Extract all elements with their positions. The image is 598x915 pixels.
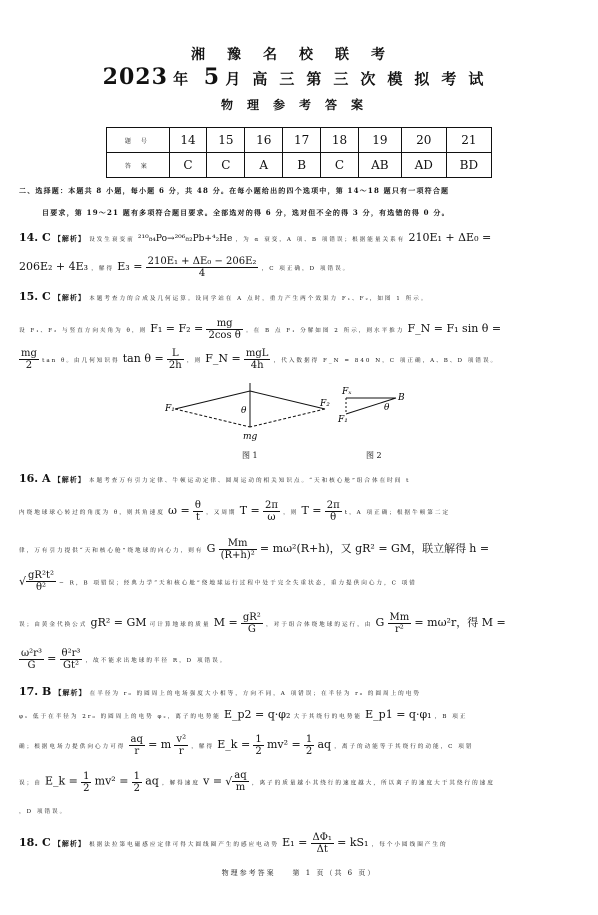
row-label-answer: 答 案 — [107, 153, 170, 178]
q16-line3 — [19, 538, 579, 561]
q17-number: 17. B — [19, 685, 52, 698]
q14-formula: ²¹⁰₈₄Po→²⁰⁶₈₂Pb+⁴₂He — [137, 234, 233, 244]
q17-fraction — [304, 734, 314, 757]
q16-text: 可计算地球的质量 — [149, 622, 211, 628]
q17-text: 在半径为 r₀ 的圆周上的电场强度大小相等，方向不同，A 项错误；在半径为 r₀ 的圆周上的电势 — [89, 691, 421, 697]
q16-formula: = — [47, 652, 57, 665]
q14-fraction — [146, 256, 259, 279]
question-number-cell: 15 — [207, 128, 245, 153]
fraction-numerator: 1 — [305, 734, 313, 745]
answer-cell: C — [169, 153, 207, 178]
q17-sqrt: √ $\frac{aq}{m}$ — [225, 770, 247, 793]
force-f2-arrow — [250, 391, 325, 409]
q16-text: ，则 — [283, 510, 299, 516]
fraction-numerator: aq — [234, 770, 247, 781]
q16-line5 — [19, 612, 579, 635]
q16-text: 误；由黄金代换公式 — [19, 622, 88, 628]
footer-page-number: 第 1 页（共 6 页） — [292, 869, 377, 877]
question-number-cell: 16 — [245, 128, 283, 153]
answer-cell: AD — [401, 153, 446, 178]
section-instructions-line1: 二、选择题：本题共 8 小题，每小题 6 分，共 48 分。在每小题给出的四个选项中，第 14～18 题只有一项符合题 — [19, 186, 450, 195]
q16-text: 内绕地球球心转过的角度为 θ，则其角速度 — [19, 510, 165, 516]
fig2-label-fx: Fₓ — [342, 387, 352, 397]
exam-title — [0, 64, 598, 90]
footer-doc-name: 物理参考答案 — [221, 869, 276, 877]
fraction-numerator: θ²r³ — [61, 648, 81, 659]
q15-text: tan θ。由几何知识得 — [42, 358, 120, 364]
answer-cell: B — [283, 153, 321, 178]
q15-text: 。在 B 点 F₁ 分解如图 2 所示，则水平推力 — [245, 328, 405, 334]
answer-cell: AB — [358, 153, 401, 178]
fraction-denominator: 2 — [255, 746, 262, 757]
q15-text: 本题考查力的合成及几何运算。设同学站在 A 点时，重力产生两个效果力 F₁、F₂，如图 1 所示。 — [89, 296, 429, 302]
fraction-denominator: Gt² — [62, 660, 79, 671]
q15-fraction — [167, 348, 184, 371]
q16-line1 — [19, 472, 579, 485]
exam-month: 5 — [203, 64, 221, 90]
fraction-numerator: L — [167, 348, 184, 360]
q16-line2 — [19, 500, 579, 523]
q17-formula: aq — [317, 738, 332, 751]
q16-line4 — [19, 570, 579, 593]
q15-fraction — [206, 318, 242, 341]
q17-text: ，离子的动能等于其绕行的动能，C 项错 — [334, 744, 474, 750]
fig1-label-mg: mg — [243, 432, 258, 442]
fraction-denominator: r — [134, 746, 140, 757]
q16-formula: T = — [239, 504, 260, 517]
fraction-denominator: θ² — [35, 582, 47, 593]
fig1-label-f1: F₁ — [165, 404, 175, 414]
fraction-numerator: mgL — [245, 348, 269, 359]
dashed-guide — [250, 409, 325, 427]
q17-text: ，D 项错误。 — [19, 809, 68, 815]
q16-formula: G — [375, 616, 385, 629]
fraction-denominator: θ — [330, 512, 337, 523]
fraction-denominator: 4 — [198, 268, 206, 279]
answer-table-answer-row — [107, 153, 492, 178]
document-title: 物理参考答案 — [220, 98, 377, 112]
q18-formula: = kS₁ — [337, 836, 369, 849]
q16-formula: ω = — [168, 504, 190, 517]
q16-formula: G — [206, 542, 216, 555]
q17-formula: v = — [203, 774, 223, 788]
fraction-denominator: 2h — [168, 360, 182, 371]
q15-analysis-tag: 【解析】 — [53, 293, 86, 302]
fraction-numerator: 1 — [255, 734, 262, 745]
q14-text: ，C 项正确，D 项错误。 — [261, 266, 351, 272]
q16-fraction — [241, 612, 263, 635]
q15-formula: F₁ = F₂ = — [150, 322, 204, 335]
fraction-numerator: 2π — [264, 500, 278, 511]
q17-formula: E_k = — [217, 738, 251, 751]
figure-1-caption: 图 1 — [242, 451, 258, 460]
q18-number: 18. C — [19, 836, 51, 849]
q15-formula: tan θ = — [122, 352, 164, 365]
q14-line2 — [19, 256, 579, 279]
q16-fraction — [219, 538, 257, 561]
fig2-label-f1: F₁ — [338, 415, 348, 425]
fraction-denominator: Δt — [316, 844, 328, 855]
exam-year: 2023 — [102, 64, 168, 90]
fraction-numerator: ω²r³ — [21, 648, 42, 659]
q16-fraction — [388, 612, 412, 635]
exam-title-rest: 月高三第三次模拟考试 — [225, 70, 496, 88]
fraction-denominator: ω — [267, 512, 276, 523]
q14-formula: 206E₂ + 4E₃ — [19, 260, 89, 273]
q14-text: 设发生衰变前 — [89, 237, 135, 243]
q16-formula: = mω²r，得 M = — [414, 616, 506, 629]
q17-fraction — [129, 734, 145, 757]
fraction-numerator: ΔΦ₁ — [312, 832, 332, 843]
force-f1-arrow — [175, 391, 250, 409]
q17-formula: mv² = — [266, 738, 301, 751]
fig2-label-b: B — [398, 393, 405, 403]
q17-text: φ₁ 低于在半径为 2r₀ 的圆周上的电势 φ₂，离子的电势能 — [19, 714, 221, 720]
q17-formula: mv² = — [94, 774, 129, 788]
q14-text: ，解得 — [91, 266, 115, 272]
q16-sqrt: √ $\frac{\text{gR²t²}}{\text{θ²}}$ — [19, 570, 54, 593]
fraction-numerator: mg — [206, 318, 242, 330]
q16-formula: T = — [301, 504, 322, 517]
fraction-numerator: mg — [21, 348, 37, 359]
q16-formula: gR² = GM — [90, 616, 147, 629]
q16-text: − R，B 项错误；经典力学“天和核心舱”绕地球运行过程中处于完全失重状态，重力提供向心力，C 项错 — [59, 580, 417, 587]
fraction-denominator: t — [195, 512, 200, 523]
fraction-numerator: gR² — [242, 612, 261, 623]
q17-formula: = m — [148, 738, 172, 751]
q17-fraction — [253, 734, 263, 757]
answer-cell: BD — [446, 153, 491, 178]
q15-line3 — [19, 348, 579, 371]
q18-analysis-tag: 【解析】 — [53, 839, 86, 848]
fraction-denominator: G — [27, 660, 36, 671]
fraction-denominator: r² — [394, 624, 404, 635]
q17-line3 — [19, 734, 579, 757]
answer-table — [106, 127, 492, 178]
q15-line1 — [19, 290, 579, 303]
question-number-cell: 17 — [283, 128, 321, 153]
q18-line1 — [19, 832, 579, 855]
q14-formula: 210E₁ + ΔE₀ = — [408, 231, 492, 244]
fig1-label-theta: θ — [241, 406, 247, 416]
q15-line2 — [19, 318, 579, 341]
q16-text: 律，万有引力提供“天和核心舱”绕地球的向心力，则有 — [19, 548, 204, 554]
exam-year-unit: 年 — [173, 70, 189, 88]
force-diagram-figure-1 — [165, 383, 335, 443]
q17-formula: aq — [145, 774, 159, 788]
fraction-numerator: aq — [130, 734, 143, 745]
fraction-denominator: m — [235, 782, 246, 793]
question-number-cell: 19 — [358, 128, 401, 153]
q14-text: ，为 α 衰变，A 项、B 项错误；根据能量关系有 — [235, 237, 406, 243]
q17-formula: E_k = — [44, 774, 78, 788]
q15-fraction — [19, 348, 39, 371]
answer-cell: A — [245, 153, 283, 178]
q17-fraction — [132, 771, 142, 794]
answer-cell: C — [321, 153, 359, 178]
section-instructions-line2: 目要求，第 19～21 题有多项符合题目要求。全部选对的得 6 分，选对但不全的得 3 分，有选错的得 0 分。 — [42, 208, 450, 217]
q15-formula: F_N = F₁ sin θ = — [407, 322, 502, 335]
q17-line4 — [19, 770, 579, 794]
question-number-cell: 21 — [446, 128, 491, 153]
dashed-guide — [175, 409, 250, 427]
q16-text: ，又周期 — [206, 510, 237, 516]
q17-formula: E_p1 = q·φ₁ — [365, 708, 432, 721]
fraction-numerator: gR²t² — [28, 570, 54, 581]
fraction-denominator: 2cos θ — [208, 330, 241, 341]
q15-text: ，则 — [186, 358, 203, 364]
q15-fraction — [244, 348, 271, 371]
fraction-denominator: r — [178, 746, 184, 757]
q16-text: t，A 项正确；根据牛顿第二定 — [344, 510, 451, 516]
q16-analysis-tag: 【解析】 — [53, 475, 86, 484]
fraction-numerator: v² — [176, 734, 187, 745]
q17-text: 大于其绕行的电势能 — [293, 714, 362, 720]
q17-text: 确；根据电场力提供向心力可得 — [19, 744, 126, 750]
school-title: 湘豫名校联考 — [191, 47, 407, 63]
q16-formula: = mω²(R+h)，又 gR² = GM，联立解得 — [259, 542, 467, 555]
fraction-numerator: 1 — [133, 770, 140, 782]
q15-number: 15. C — [19, 290, 51, 303]
q17-line1 — [19, 685, 579, 698]
q16-fraction — [193, 500, 203, 523]
q15-formula: F_N = — [205, 352, 241, 365]
q17-line2 — [19, 708, 579, 721]
q14-line1 — [19, 231, 579, 244]
fig1-label-f2: F₂ — [320, 399, 330, 409]
question-number-cell: 14 — [169, 128, 207, 153]
q17-fraction — [81, 771, 91, 794]
force-diagram-figure-2 — [334, 386, 409, 426]
q14-analysis-tag: 【解析】 — [53, 234, 86, 243]
q18-fraction — [311, 832, 334, 855]
q16-formula: h = — [469, 542, 490, 555]
fraction-numerator: Mm — [219, 538, 257, 550]
fraction-numerator: Mm — [389, 612, 410, 623]
q17-text: ，解得 — [191, 744, 215, 750]
q18-text: ，每个小圆线圈产生的 — [371, 842, 448, 848]
q16-text: 本题考查万有引力定律、牛顿运动定律、圆周运动的相关知识点。“天和核心舱”组合体在时间 t — [88, 478, 411, 484]
answer-cell: C — [207, 153, 245, 178]
q17-analysis-tag: 【解析】 — [54, 688, 87, 697]
q16-formula: M = — [213, 616, 238, 629]
q18-text: 根据法拉第电磁感应定律可得大圆线圈产生的感应电动势 — [89, 842, 279, 848]
fig2-label-theta: θ — [384, 403, 390, 413]
question-number-cell: 20 — [401, 128, 446, 153]
answer-table-number-row — [107, 128, 492, 153]
fraction-denominator: 2 — [305, 746, 313, 757]
q18-formula: E₁ = — [282, 836, 308, 849]
q17-text: ，离子的质量越小其绕行的速度越大，所以离子的速度大于其绕行的速度 — [251, 780, 495, 787]
q17-fraction — [174, 734, 188, 757]
q17-text: ，B 项正 — [434, 714, 468, 720]
q16-text: ，对于组合体绕地球的运行，由 — [266, 622, 373, 628]
q17-text: ，解得速度 — [161, 780, 200, 787]
q16-number: 16. A — [19, 472, 51, 485]
q15-text: ，代入数据得 F_N = 840 N，C 项正确，A、B、D 项错误。 — [273, 358, 499, 364]
q16-fraction — [325, 500, 342, 523]
question-number-cell: 18 — [321, 128, 359, 153]
fraction-denominator: 2 — [25, 360, 33, 371]
fraction-denominator: 2 — [83, 782, 90, 794]
q14-formula: E₃ = — [117, 260, 143, 273]
fraction-numerator: 210E₁ + ΔE₀ − 206E₂ — [147, 256, 257, 267]
fraction-numerator: 1 — [83, 770, 90, 782]
fraction-denominator: (R+h)² — [220, 550, 255, 561]
q17-line5 — [19, 805, 579, 816]
figure-2-caption: 图 2 — [366, 451, 382, 460]
q16-line6 — [19, 648, 579, 671]
q16-fraction — [60, 648, 83, 671]
fraction-denominator: G — [247, 624, 256, 635]
q15-text: 设 F₁、F₂ 与竖直方向夹角为 θ，则 — [19, 328, 148, 334]
q16-fraction — [19, 648, 44, 671]
q17-formula: E_p2 = q·φ₂ — [223, 708, 291, 721]
row-label-number: 题 号 — [107, 128, 170, 153]
q16-fraction — [263, 500, 280, 523]
q16-text: ，故不能求出地球的半径 R，D 项错误。 — [85, 658, 228, 664]
fraction-numerator: θ — [194, 500, 201, 511]
fraction-denominator: 4h — [250, 360, 264, 371]
page-footer — [0, 868, 598, 878]
q17-text: 误；由 — [19, 780, 42, 787]
q14-number: 14. C — [19, 231, 51, 244]
fraction-numerator: 2π — [326, 500, 340, 511]
fraction-denominator: 2 — [133, 782, 140, 794]
